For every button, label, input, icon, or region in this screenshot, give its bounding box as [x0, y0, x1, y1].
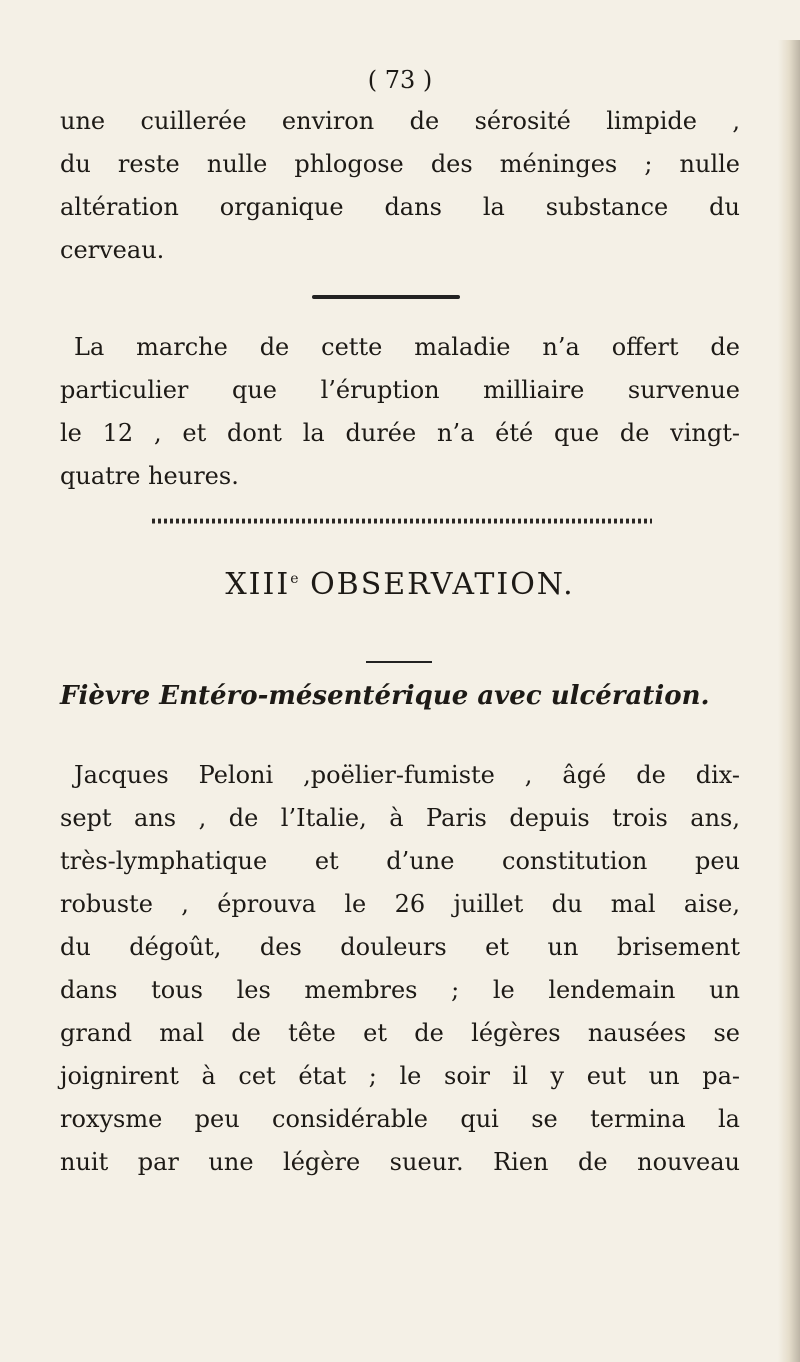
page-edge-shadow [778, 40, 800, 1362]
observation-subtitle: Fièvre Entéro-mésentérique avec ulcération. [60, 681, 710, 711]
para3-line-2: sept ans , de l’Italie, à Paris depuis trois ans, [60, 804, 740, 832]
para3-line-7: grand mal de tête et de légères nausées se [60, 1019, 740, 1047]
para3-line-3: très-lymphatique et d’une constitution peu [60, 847, 740, 875]
short-rule [366, 661, 432, 663]
section-rule [312, 295, 460, 299]
para1-line-2: du reste nulle phlogose des méninges ; nulle [60, 150, 740, 178]
para2-line-3: le 12 , et dont la durée n’a été que de vingt- [60, 419, 740, 447]
para2-line-1: La marche de cette maladie n’a offert de [74, 333, 740, 361]
para3-line-5: du dégoût, des douleurs et un brisement [60, 933, 740, 961]
para3-line-6: dans tous les membres ; le lendemain un [60, 976, 740, 1004]
para3-line-9: roxysme peu considérable qui se termina la [60, 1105, 740, 1133]
observation-heading [0, 567, 800, 602]
para2-line-2: particulier que l’éruption milliaire survenue [60, 376, 740, 404]
para3-line-8: joignirent à cet état ; le soir il y eut un pa- [60, 1062, 740, 1090]
para3-line-4: robuste , éprouva le 26 juillet du mal aise, [60, 890, 740, 918]
heading-word: OBSERVATION. [310, 567, 575, 602]
heading-superscript: e [290, 571, 299, 587]
para3-line-10: nuit par une légère sueur. Rien de nouveau [60, 1148, 740, 1176]
page-number: ( 73 ) [367, 66, 433, 94]
heading-number: XIII [225, 567, 291, 602]
para3-line-1: Jacques Peloni ,poëlier-fumiste , âgé de dix- [74, 761, 740, 789]
para1-line-1: une cuillerée environ de sérosité limpide , [60, 107, 740, 135]
para1-line-4: cerveau. [60, 236, 165, 264]
para1-line-3: altération organique dans la substance du [60, 193, 740, 221]
ornamental-divider [152, 513, 652, 527]
para2-line-4: quatre heures. [60, 462, 239, 490]
